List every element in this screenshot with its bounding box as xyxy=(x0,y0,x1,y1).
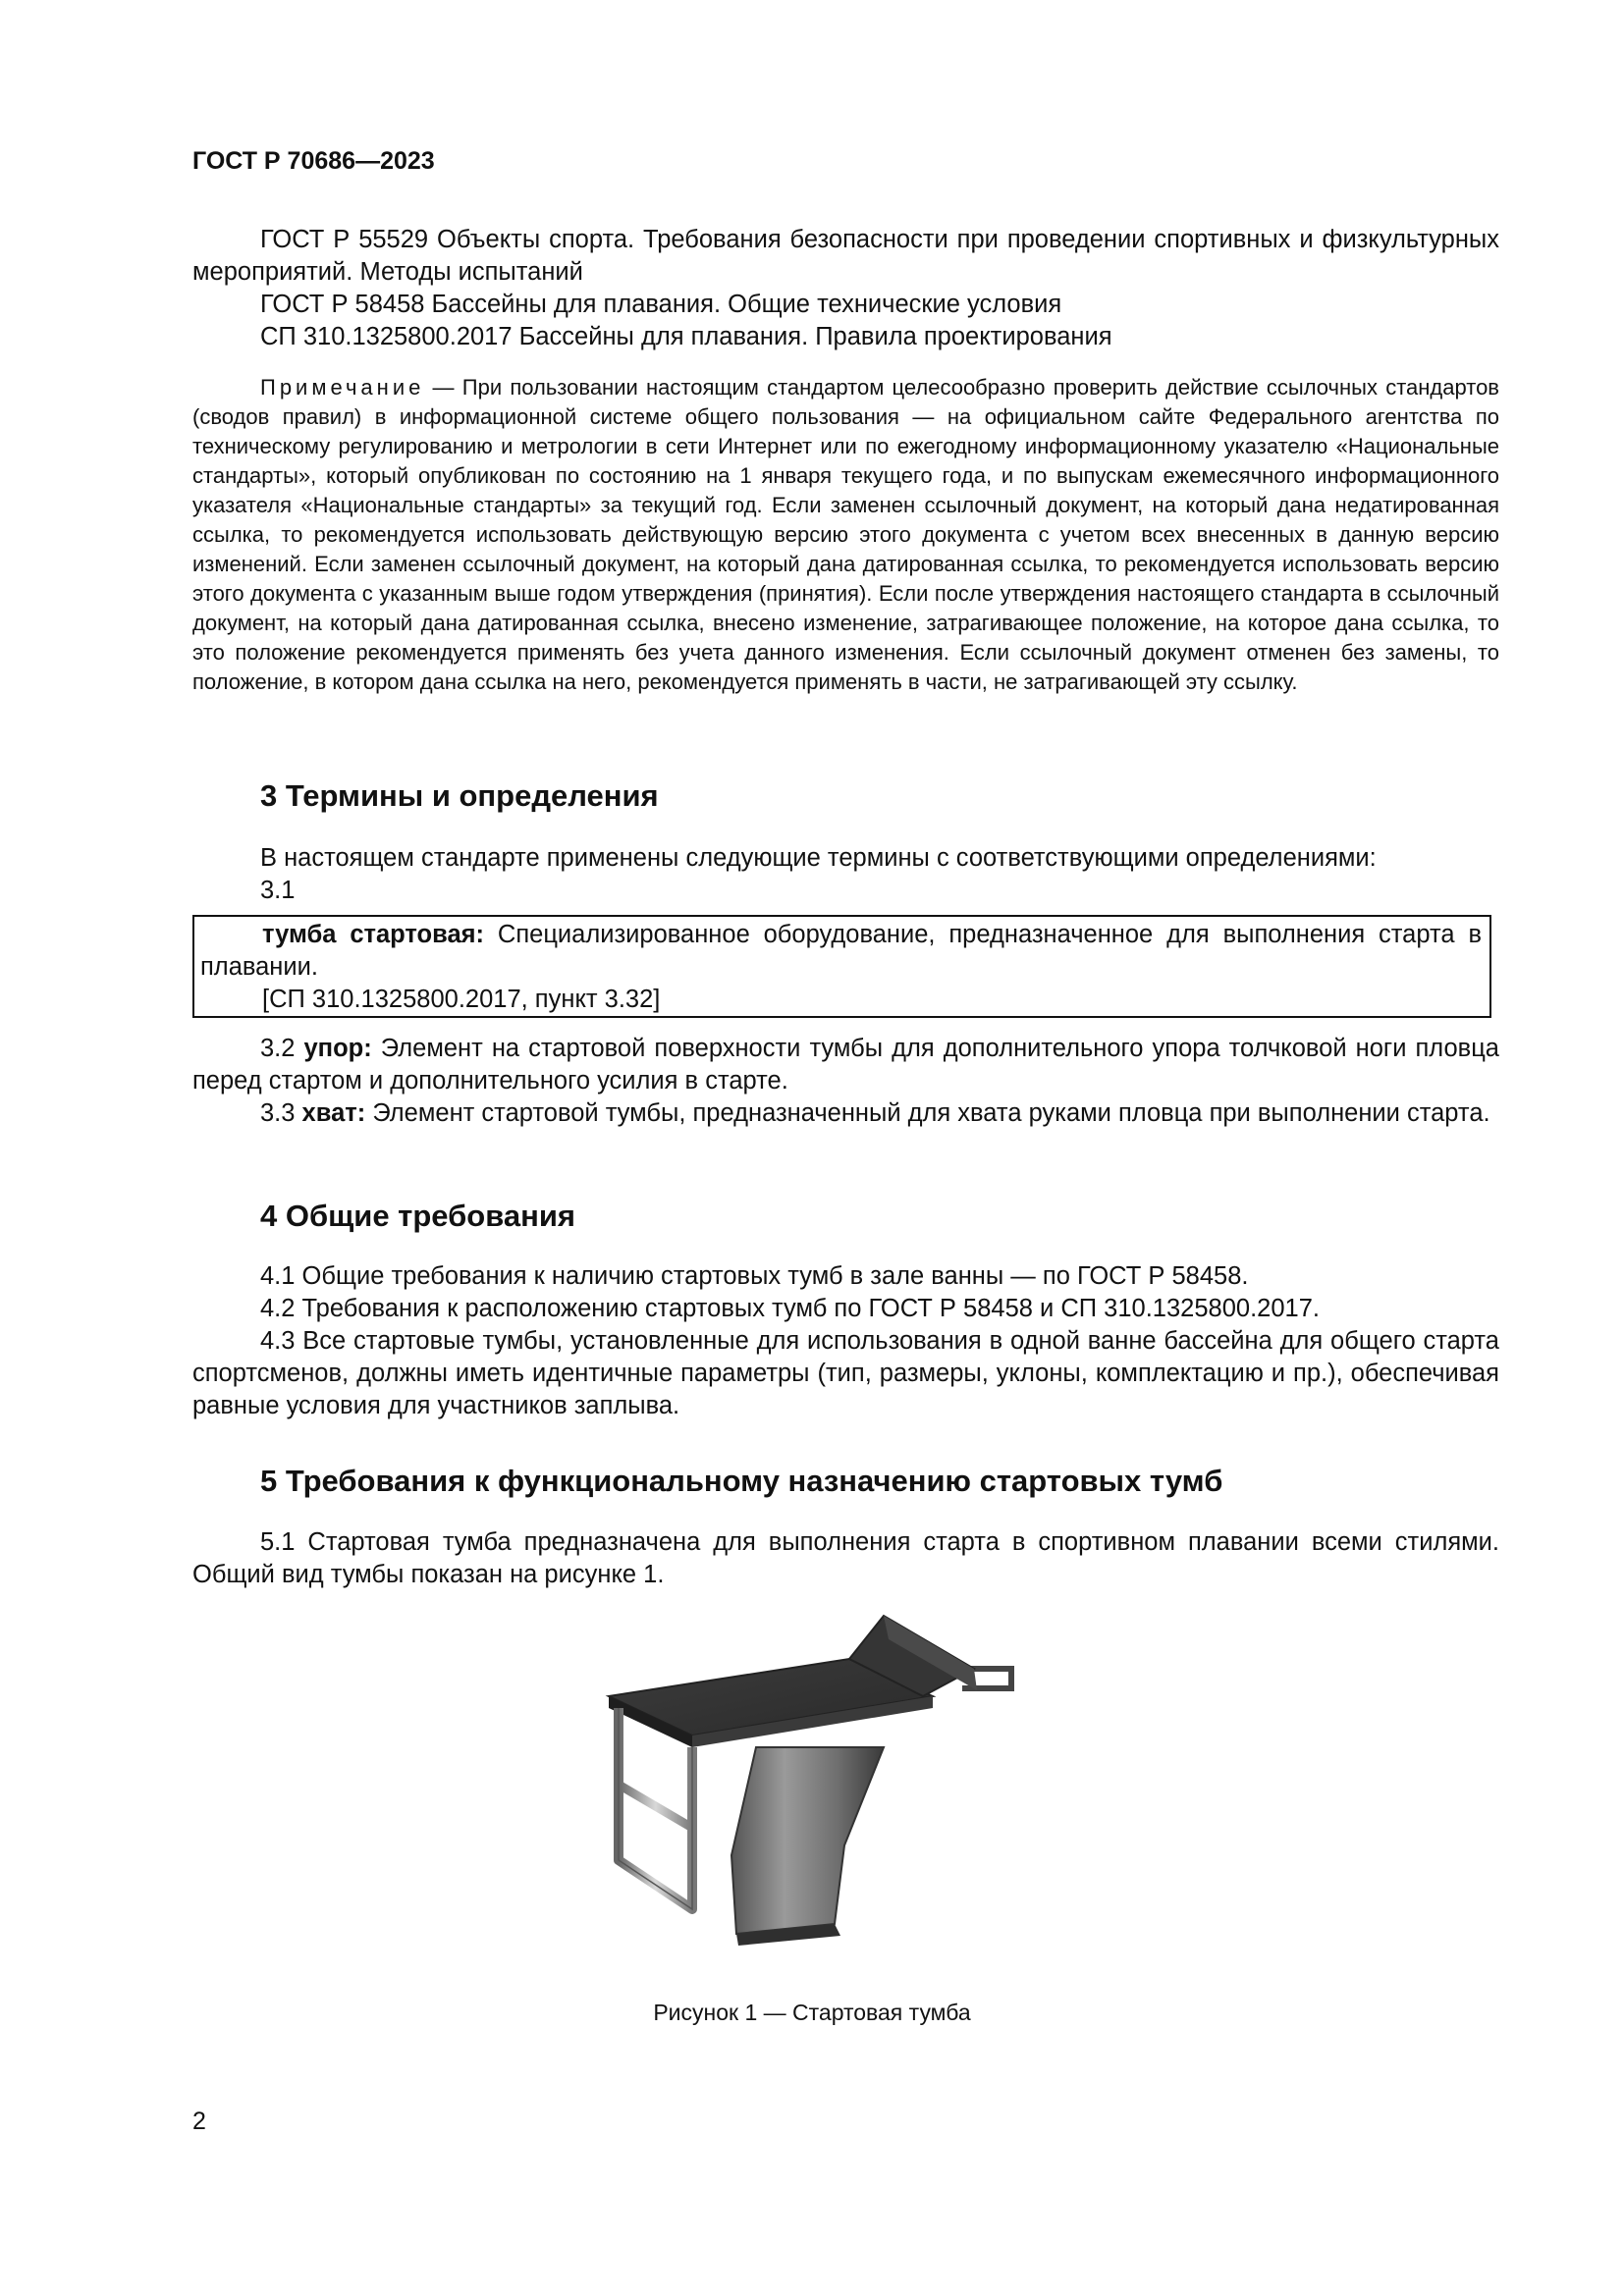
note-label: Примечание xyxy=(260,375,425,400)
section-3-items xyxy=(192,1033,1499,1130)
reference-item: ГОСТ Р 58458 Бассейны для плавания. Общие технические условия xyxy=(260,291,1062,318)
clause: 4.2 Требования к расположению стартовых тумб по ГОСТ Р 58458 и СП 310.1325800.2017. xyxy=(260,1295,1320,1322)
section-4-items xyxy=(192,1260,1499,1422)
document-header: ГОСТ Р 70686—2023 xyxy=(192,147,435,175)
term-name: тумба стартовая: xyxy=(262,921,485,948)
clause: 4.3 Все стартовые тумбы, установленные для использования в одной ванне бассейна для общего старта спортсменов, должны иметь идентичные параметры (тип, размеры, уклоны, комплектацию и пр.), обеспечивая равные условия для участников заплыва. xyxy=(192,1327,1499,1419)
term-definition: Специализированное оборудование, предназначенное для выполнения старта в плавании. xyxy=(200,921,1482,981)
note-text: — При пользовании настоящим стандартом целесообразно проверить действие ссылочных стандартов (сводов правил) в информационной системе общего пользования — на официальном сайте Федерального агентства по техническому регулированию и метрологии в сети Интернет или по ежегодному информационному указателю «Национальные стандарты», который опубликован по состоянию на 1 января текущего года, и по выпускам ежемесячного информационного указателя «Национальные стандарты» за текущий год. Если заменен ссылочный документ, на который дана недатированная ссылка, то рекомендуется использовать действующую версию этого документа с учетом всех внесенных в данную версию изменений. Если заменен ссылочный документ, на который дана датированная ссылка, то рекомендуется использовать версию этого документа с указанным выше годом утверждения (принятия). Если после утверждения настоящего стандарта в ссылочный документ, на который дана датированная ссылка, внесено изменение, затрагивающее положение, на которое дана ссылка, то это положение рекомендуется применять без учета данного изменения. Если ссылочный документ отменен без замены, то положение, в котором дана ссылка на него, рекомендуется применять в части, не затрагивающей эту ссылку. xyxy=(192,375,1499,694)
starting-block-figure xyxy=(589,1610,1041,1988)
section-3-intro-block xyxy=(192,842,1499,907)
section-3-intro: В настоящем стандарте применены следующие термины с соответствующими определениями: xyxy=(260,844,1377,872)
term-name: упор: xyxy=(303,1035,372,1062)
reference-item: СП 310.1325800.2017 Бассейны для плавания. Правила проектирования xyxy=(260,323,1112,350)
term-item: 3.2 упор: Элемент на стартовой поверхности тумбы для дополнительного упора толчковой ноги пловца перед стартом и дополнительного усилия в старте. xyxy=(192,1035,1499,1095)
clause: 5.1 Стартовая тумба предназначена для выполнения старта в спортивном плавании всеми стилями. Общий вид тумбы показан на рисунке 1. xyxy=(192,1528,1499,1588)
clause: 4.1 Общие требования к наличию стартовых тумб в зале ванны — по ГОСТ Р 58458. xyxy=(260,1262,1249,1290)
section-4-title: 4 Общие требования xyxy=(260,1199,575,1233)
term-item: 3.3 хват: Элемент стартовой тумбы, предназначенный для хвата руками пловца при выполнении старта. xyxy=(260,1099,1490,1127)
term-number: 3.1 xyxy=(260,877,296,904)
page-number: 2 xyxy=(192,2108,206,2135)
reference-item: ГОСТ Р 55529 Объекты спорта. Требования безопасности при проведении спортивных и физкультурных мероприятий. Методы испытаний xyxy=(192,226,1499,286)
references-list xyxy=(192,224,1499,353)
section-5-title: 5 Требования к функциональному назначению стартовых тумб xyxy=(260,1464,1223,1498)
term-name: хват: xyxy=(301,1099,366,1127)
figure-caption: Рисунок 1 — Стартовая тумба xyxy=(653,2000,971,2025)
starting-block-illustration xyxy=(589,1610,1041,1983)
section-3-title: 3 Термины и определения xyxy=(260,778,659,813)
term-definition-box xyxy=(192,915,1491,1018)
note-block xyxy=(192,373,1499,697)
term-source: [СП 310.1325800.2017, пункт 3.32] xyxy=(262,986,661,1013)
section-5-items xyxy=(192,1526,1499,1591)
